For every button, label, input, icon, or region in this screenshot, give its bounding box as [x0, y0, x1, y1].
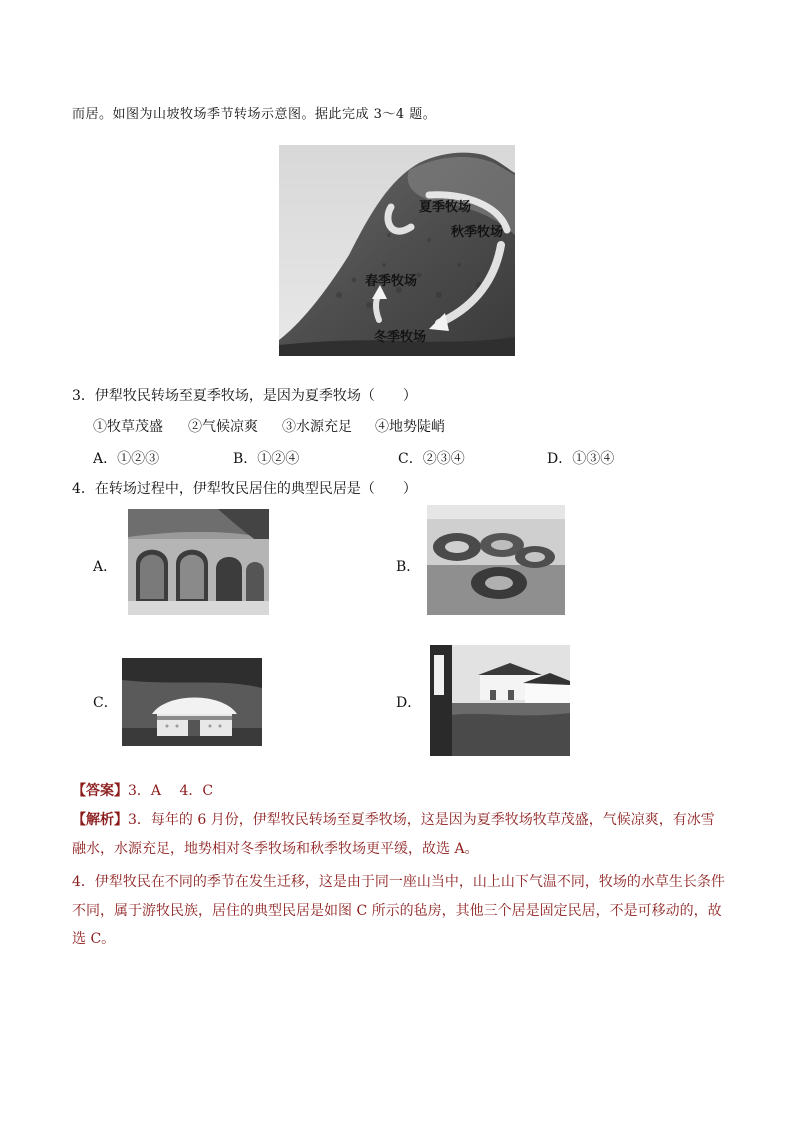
intro-text: 而居。如图为山坡牧场季节转场示意图。据此完成 3～4 题。 — [72, 107, 437, 122]
q4-option-d-photo[interactable] — [430, 645, 570, 756]
q3-option-d[interactable]: D．①③④ — [547, 451, 615, 467]
analysis-tag: 【解析】 — [72, 812, 128, 828]
q3-option-a[interactable]: A．①②③ — [93, 451, 160, 467]
label-spring: 春季牧场 — [365, 274, 418, 289]
pasture-diagram — [279, 145, 515, 356]
analysis-paragraph-2: 4．伊犁牧民在不同的季节在发生迁移，这是由于同一座山当中，山上山下气温不同，牧场的水草生长条件不同，属于游牧民族，居住的典型民居是如图 C 所示的毡房，其他三个居是固定民居，不是可移动的，故选 C。 — [72, 874, 725, 947]
q4-option-a-label[interactable]: A． — [93, 559, 118, 575]
q3-stem: 3．伊犁牧民转场至夏季牧场，是因为夏季牧场（ ） — [72, 388, 417, 404]
q4-option-a-photo[interactable] — [128, 509, 269, 615]
q4-stem: 4．在转场过程中，伊犁牧民居住的典型民居是（ ） — [72, 481, 417, 497]
q3-statement-2: ②气候凉爽 — [188, 419, 258, 435]
q4-option-c-photo[interactable] — [122, 658, 262, 746]
cave-dwelling-image — [128, 509, 269, 615]
analysis-paragraph-1 — [72, 806, 727, 863]
tulou-image — [427, 505, 565, 615]
yurt-image — [122, 658, 262, 746]
label-winter: 冬季牧场 — [374, 330, 427, 345]
q4-option-b-photo[interactable] — [427, 505, 565, 615]
q3-statement-3: ③水源充足 — [282, 419, 352, 435]
answer-tag: 【答案】 — [72, 783, 128, 799]
analysis-text-1: 3．每年的 6 月份，伊犁牧民转场至夏季牧场，这是因为夏季牧场牧草茂盛，气候凉爽，有冰雪融水，水源充足，地势相对冬季牧场和秋季牧场更平缓，故选 A。 — [72, 812, 715, 857]
q3-option-c[interactable]: C．②③④ — [398, 451, 465, 467]
label-autumn: 秋季牧场 — [451, 225, 504, 240]
answer-line — [72, 780, 213, 800]
q4-option-d-label[interactable]: D． — [396, 695, 422, 711]
q3-option-b[interactable]: B．①②④ — [233, 451, 300, 467]
q3-statement-4: ④地势陡峭 — [375, 419, 445, 435]
water-town-image — [430, 645, 570, 756]
pasture-diagram-svg — [279, 145, 515, 356]
q4-option-c-label[interactable]: C． — [93, 695, 118, 711]
label-summer: 夏季牧场 — [419, 200, 472, 215]
q3-statement-1: ①牧草茂盛 — [93, 419, 163, 435]
q4-option-b-label[interactable]: B． — [396, 559, 421, 575]
answer-text: 3．A 4．C — [128, 783, 214, 799]
